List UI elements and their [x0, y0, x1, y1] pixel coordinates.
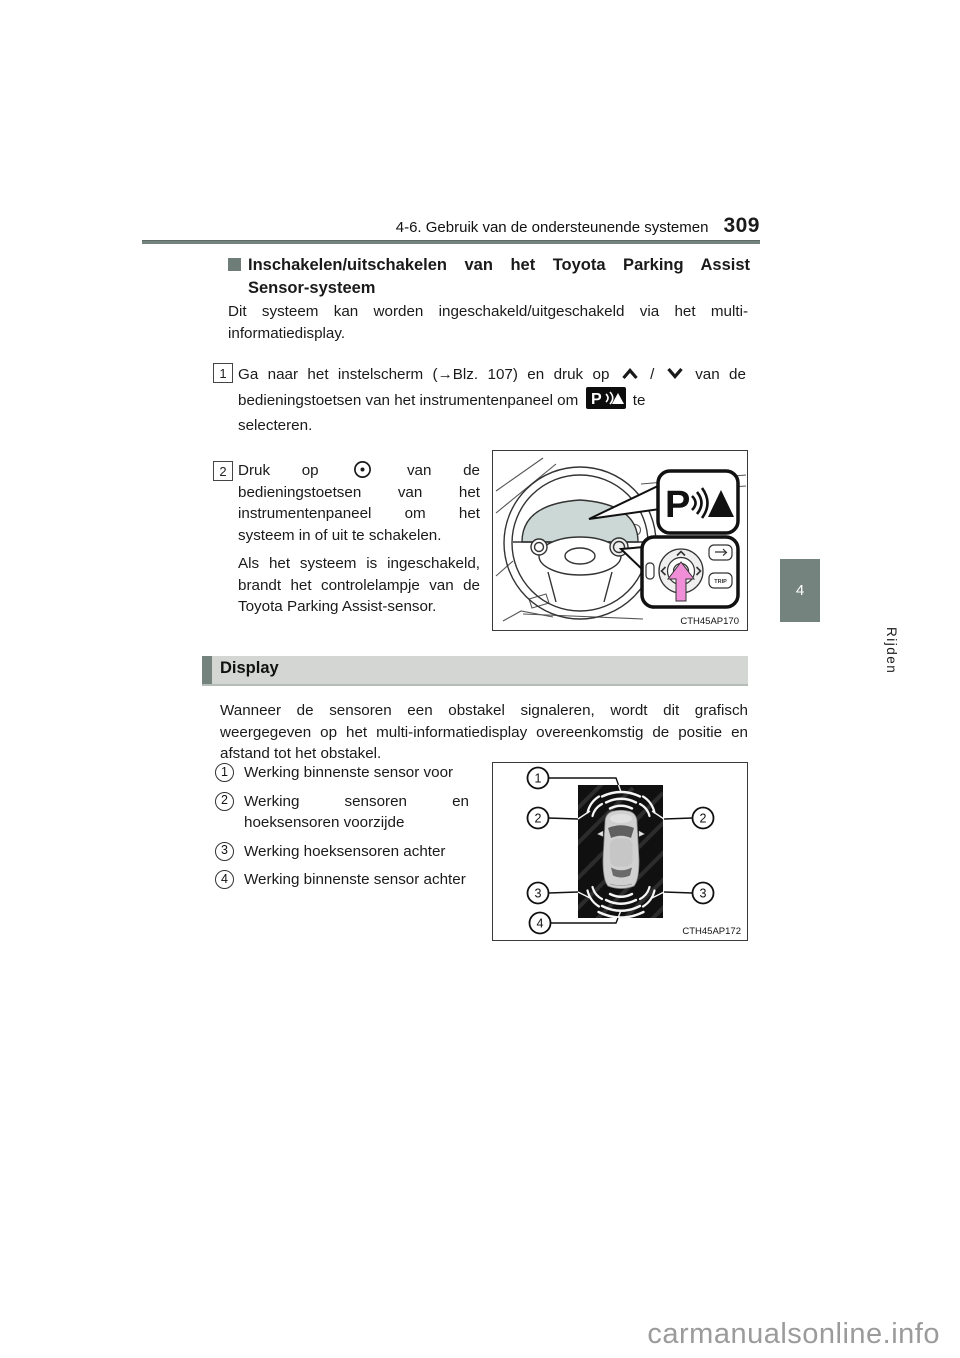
steering-wheel-graphic [493, 451, 747, 630]
svg-text:1: 1 [534, 771, 542, 786]
ok-button-icon [353, 460, 372, 479]
figure-code: CTH45AP172 [682, 926, 741, 937]
step-1-text-a: Ga naar het instelscherm (→Blz. 107) en druk op [238, 366, 610, 383]
legend-item [215, 841, 469, 863]
step-2 [213, 460, 483, 618]
legend-item [215, 869, 469, 891]
step-2-text-b: van de bedieningstoetsen van het instrumentenpaneel om het systeem in of uit te schakelen. [238, 462, 480, 544]
legend-item [215, 791, 469, 834]
svg-text:2: 2 [699, 811, 707, 826]
chapter-tab [780, 559, 820, 622]
svg-text:3: 3 [534, 886, 542, 901]
display-section-bar [202, 656, 748, 686]
chapter-tab-label: Rijden [884, 627, 899, 675]
section-heading [228, 254, 750, 300]
side-switch [646, 563, 654, 579]
car-sensor-graphic [493, 763, 747, 940]
step-1-text-b: van de bedieningstoetsen van het instrumentenpaneel om [238, 366, 746, 409]
chevron-up-icon [621, 367, 639, 380]
legend-label: Werking binnenste sensor achter [244, 871, 466, 888]
step-2-number: 2 [213, 461, 233, 481]
display-section-title: Display [220, 659, 279, 677]
legend-item [215, 762, 469, 784]
square-bullet-icon [228, 258, 241, 271]
svg-text:3: 3 [699, 886, 707, 901]
step-2-text-a: Druk op [238, 462, 319, 479]
svg-text:2: 2 [534, 811, 542, 826]
svg-text:P: P [590, 391, 602, 408]
figure-steering-wheel [492, 450, 748, 631]
section-title: 4-6. Gebruik van de ondersteunende systemen [395, 219, 709, 236]
display-paragraph: Wanneer de sensoren een obstakel signaleren, wordt dit grafisch weergegeven op het multi-informatiedisplay overeenkomstig de positie en afstand tot het obstakel. [220, 702, 748, 762]
legend-number: 2 [215, 792, 234, 811]
step-2-note: Als het systeem is ingeschakeld, brandt het controlelampje van de Toyota Parking Assist-sensor. [238, 555, 480, 615]
step-1 [213, 362, 748, 438]
step-1-text [238, 362, 746, 438]
trip-button-label: TRIP [714, 579, 727, 585]
watermark: carmanualsonline.info [647, 1318, 940, 1350]
legend-label: Werking hoeksensoren achter [244, 842, 446, 860]
arrow-separator: / [650, 366, 655, 383]
section-heading-text: Inschakelen/uitschakelen van het Toyota Parking Assist Sensor-systeem [248, 256, 750, 297]
legend-number: 3 [215, 842, 234, 861]
sensor-legend [215, 762, 485, 898]
figure-car-sensor-diagram [492, 762, 748, 941]
page-header [142, 214, 760, 238]
step-2-text [238, 460, 480, 546]
intro-paragraph: Dit systeem kan worden ingeschakeld/uitgeschakeld via het multi-informatiedisplay. [228, 303, 748, 342]
p-sensor-letter: P [665, 484, 691, 526]
step-1-text-d: selecteren. [238, 417, 313, 434]
legend-number: 1 [215, 763, 234, 782]
legend-label: Werking sensoren en hoeksensoren voorzijde [244, 792, 469, 831]
step-1-number: 1 [213, 363, 233, 383]
step-1-text-c: te [632, 392, 646, 409]
page-number: 309 [723, 214, 760, 237]
header-rule [142, 240, 760, 244]
legend-number: 4 [215, 870, 234, 889]
chevron-down-icon [666, 367, 684, 380]
legend-label: Werking binnenste sensor voor [244, 764, 454, 781]
chapter-tab-number: 4 [795, 582, 805, 599]
parking-sensor-icon [586, 387, 626, 409]
svg-text:4: 4 [536, 916, 544, 931]
figure-code: CTH45AP170 [680, 616, 739, 627]
display-bar-accent [202, 656, 212, 684]
